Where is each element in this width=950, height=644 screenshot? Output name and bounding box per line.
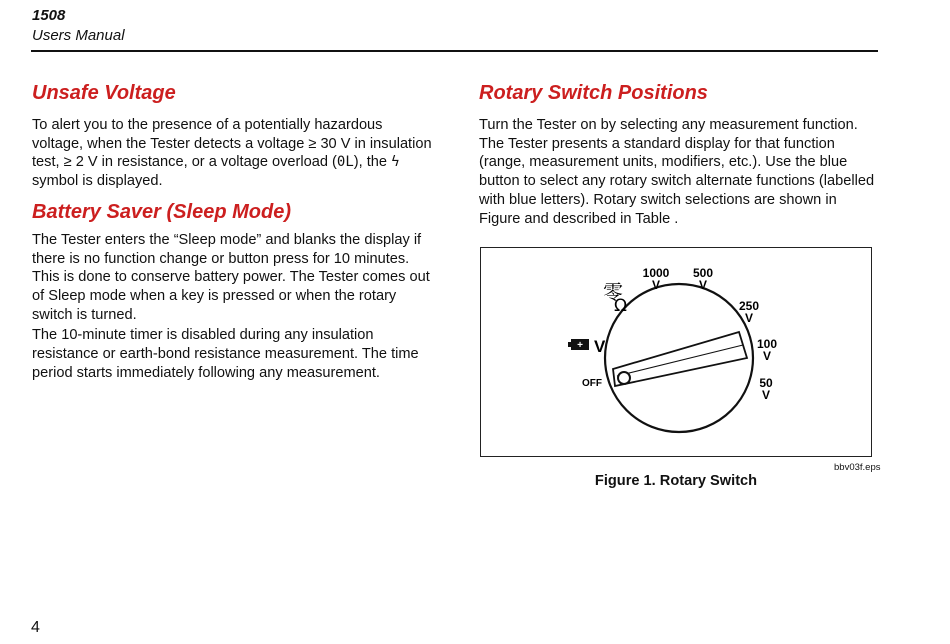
page-header (32, 6, 125, 46)
zero-symbol-label: 零 (603, 280, 623, 304)
battery-voltage-label: V (594, 337, 606, 356)
unsafe-text-2: ), the (353, 154, 392, 171)
unsafe-text-3: symbol is displayed. (32, 173, 163, 190)
label-250: 250 (738, 299, 760, 313)
figure-filename: bbv03f.eps (834, 462, 881, 473)
rotary-switch-figure (480, 247, 872, 457)
label-250-unit: V (744, 311, 754, 325)
label-500-unit: V (698, 278, 708, 292)
unsafe-voltage-heading: Unsafe Voltage (32, 82, 176, 104)
unsafe-voltage-paragraph (32, 116, 432, 191)
rotary-switch-diagram (481, 248, 873, 458)
unsafe-text-1: To alert you to the presence of a potentially hazardous voltage, when the Tester detects a voltage ≥ 30 V in insulation test, ≥ 2 V in resistance, or a voltage overload ( (32, 117, 432, 171)
header-rule (31, 50, 878, 52)
label-50: 50 (759, 376, 773, 390)
left-column (32, 80, 432, 382)
label-100-unit: V (762, 349, 772, 363)
battery-icon (568, 339, 589, 351)
ohm-label: Ω (614, 296, 627, 316)
page-number: 4 (31, 619, 40, 636)
label-50-unit: V (761, 388, 771, 402)
overload-symbol: 0L (336, 154, 354, 171)
battery-saver-heading: Battery Saver (Sleep Mode) (32, 200, 291, 223)
hazard-symbol-icon: ϟ (391, 154, 400, 171)
doc-title: Users Manual (32, 27, 125, 44)
battery-saver-paragraph-2: The 10-minute timer is disabled during any insulation resistance or earth-bond resistance measurement. The time period starts immediately following any measurement. (32, 327, 419, 381)
rotary-switch-paragraph: Turn the Tester on by selecting any measurement function. The Tester presents a standard display for that function (range, measurement units, modifiers, etc.). Use the blue button to select any rotary switch alternate functions (labelled with blue letters). Rotary switch selections are shown in Figure and described in Table . (479, 117, 875, 227)
off-label: OFF (582, 378, 602, 389)
label-1000-unit: V (651, 278, 661, 292)
doc-model: 1508 (32, 7, 66, 24)
right-column (479, 80, 879, 228)
label-500: 500 (692, 266, 714, 280)
rotary-switch-heading: Rotary Switch Positions (479, 82, 708, 104)
svg-text:+: + (577, 340, 583, 351)
label-100: 100 (756, 337, 778, 351)
knob-dot (618, 372, 630, 384)
battery-saver-paragraph-1: The Tester enters the “Sleep mode” and blanks the display if there is no function change or button press for 10 minutes. This is done to conserve battery power. The Tester comes out of Sleep mode when a key is pressed or when the rotary switch is turned. (32, 231, 430, 323)
figure-caption: Figure 1. Rotary Switch (594, 473, 758, 489)
label-1000: 1000 (642, 266, 670, 280)
